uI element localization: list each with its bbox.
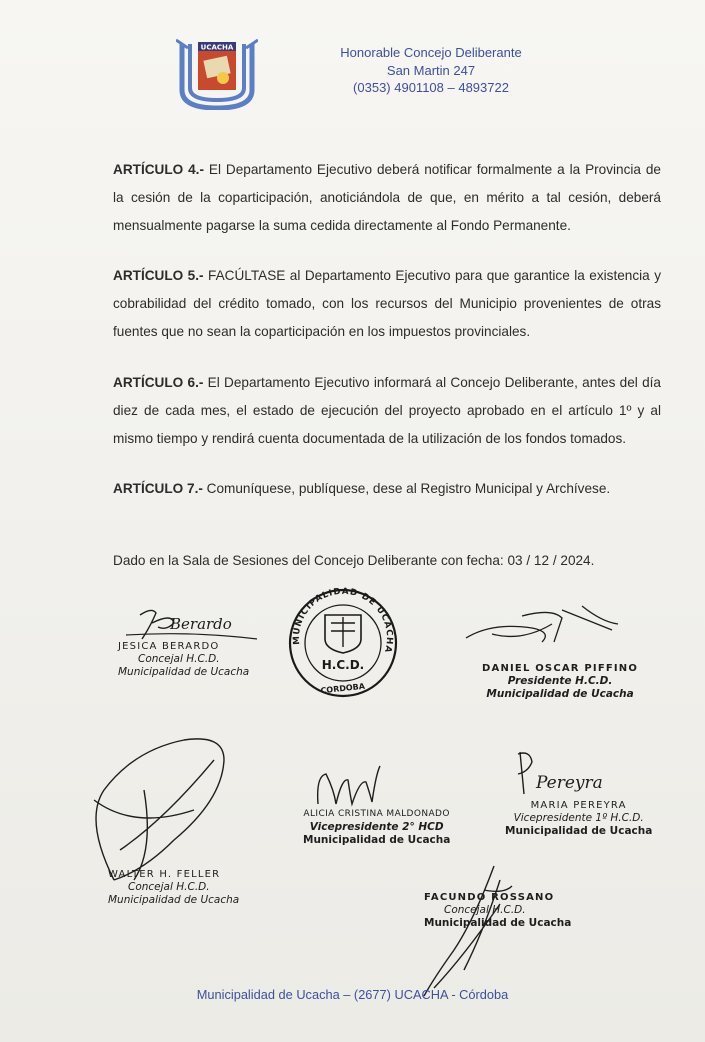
signatory-rossano [424, 891, 571, 930]
institution-address: San Martin 247 [386, 62, 476, 78]
signatory-name: JESICA BERARDO [118, 641, 220, 652]
article-text: FACÚLTASE al Departamento Ejecutivo para que garantice la existencia y cobrabilidad del crédito tomado, con los recursos del Municipio provenientes de otras fuentes que no sean la coparticipación en los impuestos provinciales. [113, 268, 661, 339]
signature-rossano-icon [404, 860, 534, 1000]
signatory-org: Municipalidad de Ucacha [118, 666, 250, 678]
signature-handwriting: Berardo [170, 615, 232, 633]
signatory-org: Municipalidad de Ucacha [505, 825, 653, 837]
signatory-role: Vicepresidente 2° HCD [309, 821, 444, 833]
article-7 [113, 475, 661, 503]
institution-name: Honorable Concejo Deliberante [340, 45, 522, 60]
closing-statement: Dado en la Sala de Sesiones del Concejo Deliberante con fecha: 03 / 12 / 2024. [113, 553, 595, 568]
signatory-pereyra [505, 799, 652, 838]
signatory-org: Municipalidad de Ucacha [303, 834, 451, 846]
article-6 [113, 369, 661, 453]
page-footer: Municipalidad de Ucacha – (2677) UCACHA - Córdoba [196, 987, 509, 1002]
institution-phone: (0353) 4901108 – 4893722 [353, 80, 509, 95]
municipal-emblem-icon [176, 38, 258, 110]
article-4 [113, 156, 661, 240]
signature-maldonado-icon [314, 764, 384, 812]
signatory-piffino [482, 662, 638, 701]
article-text: Comuníquese, publíquese, dese al Registro Municipal y Archívese. [202, 481, 611, 496]
stamp-ring-text: MUNICIPALIDAD DE UCACHA [291, 587, 395, 655]
signatory-berardo [118, 640, 249, 679]
signatory-org: Municipalidad de Ucacha [108, 894, 240, 906]
signature-handwriting: Pereyra [536, 773, 603, 793]
municipal-stamp-icon [287, 587, 399, 699]
stamp-center-text: H.C.D. [321, 658, 365, 672]
article-label: ARTÍCULO 4.- [113, 162, 204, 177]
signatory-name: ALICIA CRISTINA MALDONADO [303, 809, 450, 819]
signatory-role: Vicepresidente 1º H.C.D. [513, 812, 644, 824]
article-label: ARTÍCULO 7.- [113, 481, 203, 496]
emblem-label: UCACHA [200, 43, 234, 52]
signatory-maldonado [303, 808, 450, 847]
signatory-name: WALTER H. FELLER [108, 869, 221, 880]
signature-piffino-icon [462, 602, 622, 652]
article-text: El Departamento Ejecutivo informará al Concejo Deliberante, antes del día diez de cada mes, el estado de ejecución del proyecto aprobado en el artículo 1º y al mismo tiempo y rendirá cuenta documentada de la utilización de los fondos tomados. [113, 375, 661, 446]
signatory-role: Concejal H.C.D. [444, 904, 526, 916]
signatory-feller [108, 868, 239, 907]
signatory-role: Presidente H.C.D. [507, 675, 613, 687]
letterhead [300, 44, 562, 97]
stamp-bottom-text: CORDOBA [320, 681, 366, 696]
article-label: ARTÍCULO 6.- [113, 375, 204, 390]
signature-berardo-icon [112, 605, 262, 645]
signatory-name: FACUNDO ROSSANO [424, 892, 555, 903]
signatory-org: Municipalidad de Ucacha [424, 917, 572, 929]
signatory-name: DANIEL OSCAR PIFFINO [482, 663, 639, 674]
signatory-role: Concejal H.C.D. [138, 653, 220, 665]
signatory-name: MARIA PEREYRA [530, 800, 627, 811]
article-5 [113, 262, 661, 346]
article-label: ARTÍCULO 5.- [113, 268, 204, 283]
signatory-role: Concejal H.C.D. [128, 881, 210, 893]
signatory-org: Municipalidad de Ucacha [486, 688, 634, 700]
signature-pereyra-icon [510, 748, 610, 798]
article-text: El Departamento Ejecutivo deberá notificar formalmente a la Provincia de la cesión de la coparticipación, anoticiándola de que, en mérito a tal cesión, deberá mensualmente pagarse la suma cedida directamente al Fondo Permanente. [113, 162, 661, 233]
